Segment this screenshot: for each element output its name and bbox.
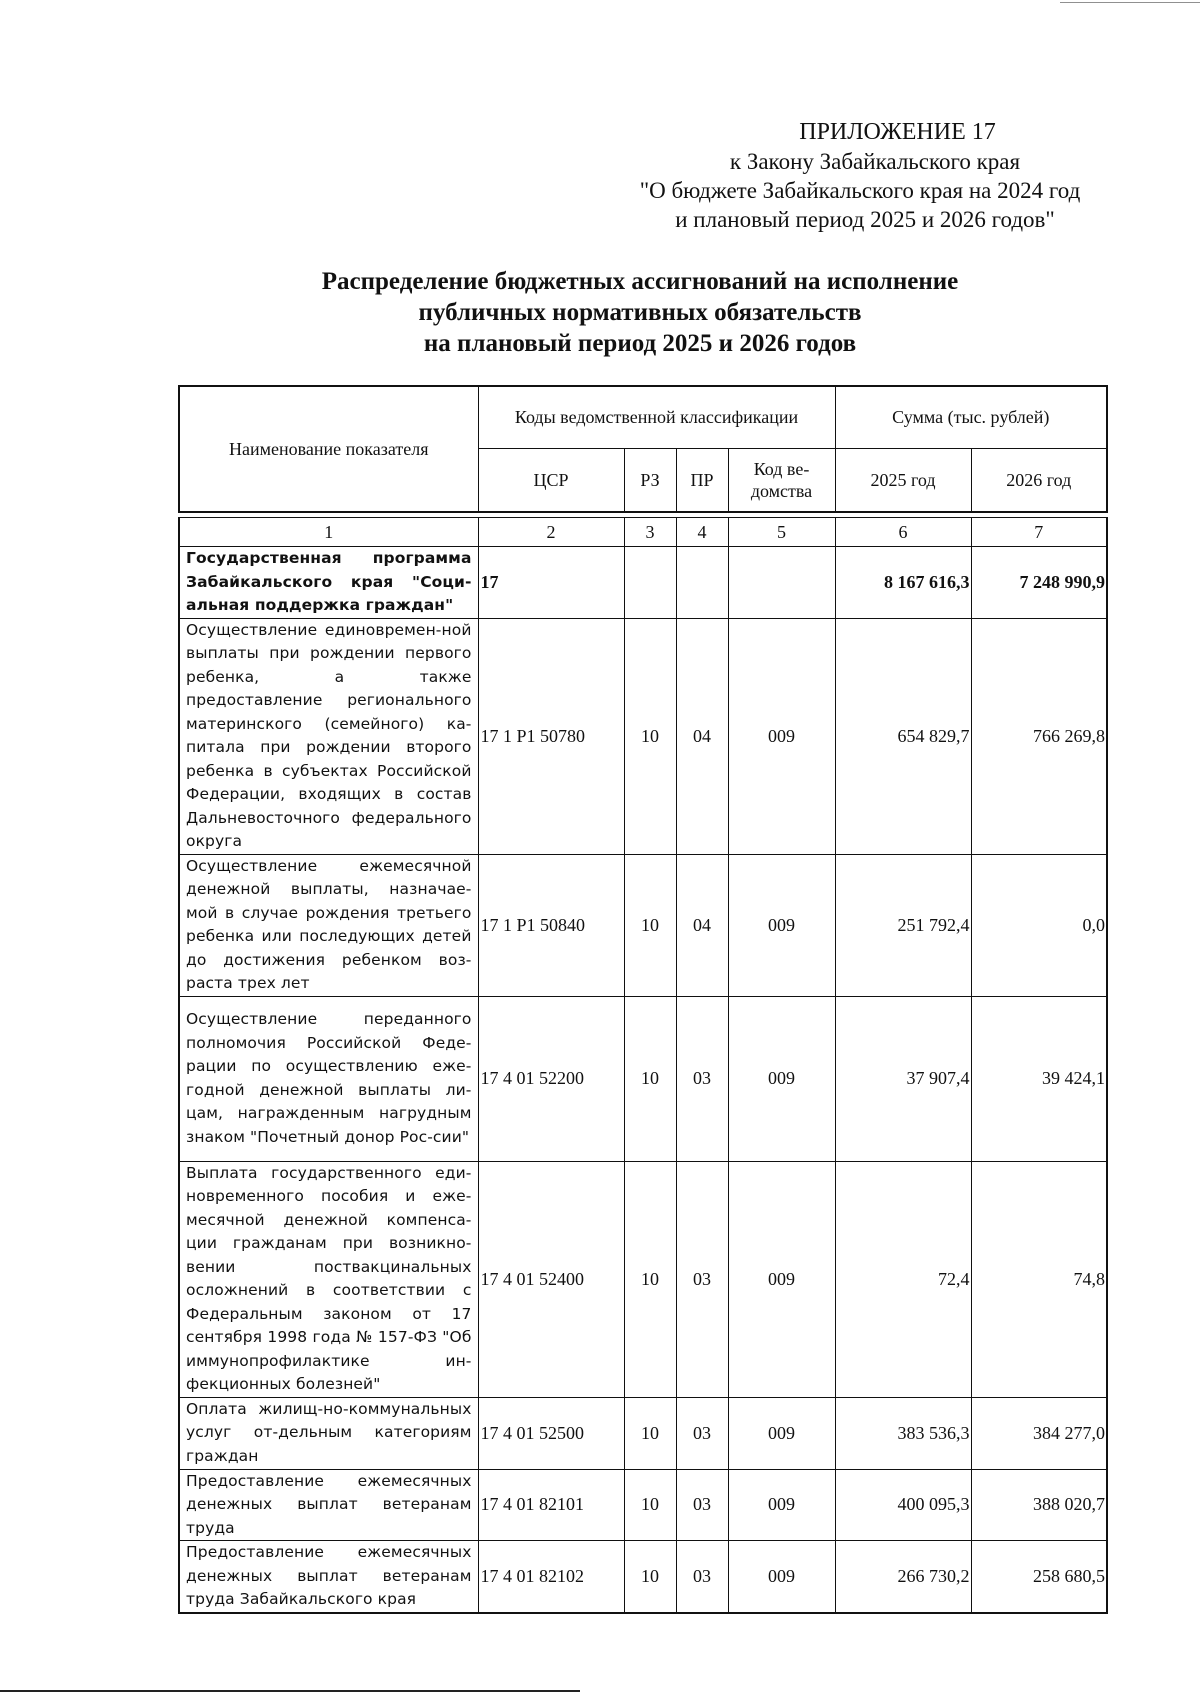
appendix-line-2: к Закону Забайкальского края [729, 149, 1021, 174]
row-dept: 009 [728, 854, 835, 996]
table-row [179, 854, 1107, 996]
row-name: Выплата государственного еди-новременного пособия и еже-месячной денежной компенса-ции гражданам при возникно-вении поствакцинальных осложнений в соответствии с Федеральным законом от 17 сентября 1998 года № 157-ФЗ "Об иммунопрофилактике ин-фекционных болезней" [179, 1161, 478, 1397]
document-title-line-3: на плановый период 2025 и 2026 годов [423, 330, 857, 357]
col-number-2: 2 [478, 518, 624, 547]
row-2026: 39 424,1 [971, 996, 1107, 1161]
table-body [178, 517, 1108, 1614]
document-title [200, 266, 1080, 359]
col-number-5: 5 [728, 518, 835, 547]
header-rz: РЗ [624, 448, 676, 512]
col-number-4: 4 [676, 518, 728, 547]
row-name: Осуществление переданного полномочия Российской Феде-рации по осуществлению еже-годной денежной выплаты ли-цам, награжденным нагрудным знаком "Почетный донор Рос-сии" [179, 996, 478, 1161]
table-row [179, 1397, 1107, 1469]
appendix-line-4: и плановый период 2025 и 2026 годов" [675, 207, 1055, 232]
header-dept-label: Код ве-домства [750, 458, 813, 501]
row-2026: 74,8 [971, 1161, 1107, 1397]
col-number-7: 7 [971, 518, 1107, 547]
row-2025: 72,4 [835, 1161, 971, 1397]
row-pr: 03 [676, 1469, 728, 1541]
row-rz: 10 [624, 854, 676, 996]
column-numbers-row [179, 518, 1107, 547]
row-csr: 17 [478, 547, 624, 619]
row-dept: 009 [728, 618, 835, 854]
scan-line-bottom [0, 1690, 580, 1692]
table-row [179, 996, 1107, 1161]
row-pr: 03 [676, 1161, 728, 1397]
col-number-3: 3 [624, 518, 676, 547]
header-pr: ПР [676, 448, 728, 512]
header-codes-group: Коды ведомственной классификации [478, 386, 835, 448]
appendix-line-3: "О бюджете Забайкальского края на 2024 год [639, 178, 1081, 203]
col-number-1: 1 [179, 518, 478, 547]
row-csr: 17 4 01 82102 [478, 1541, 624, 1613]
row-pr: 04 [676, 618, 728, 854]
appendix-title: ПРИЛОЖЕНИЕ 17 [799, 119, 996, 145]
table-row [179, 547, 1107, 619]
document-title-line-1: Распределение бюджетных ассигнований на исполнение [321, 268, 959, 295]
appendix-header [600, 118, 1120, 234]
row-csr: 17 1 P1 50780 [478, 618, 624, 854]
row-2025: 383 536,3 [835, 1397, 971, 1469]
row-rz: 10 [624, 1161, 676, 1397]
row-dept: 009 [728, 1541, 835, 1613]
table-header [178, 385, 1108, 513]
row-name: Осуществление единовремен-ной выплаты при рождении первого ребенка, а также предоставление регионального материнского (семейного) ка-питала при рождении второго ребенка в субъектах Российской Федерации, входящих в состав Дальневосточного федерального округа [179, 618, 478, 854]
row-name: Осуществление ежемесячной денежной выплаты, назначае-мой в случае рождения третьего ребенка или последующих детей до достижения ребенком воз-раста трех лет [179, 854, 478, 996]
row-2025: 251 792,4 [835, 854, 971, 996]
row-name: Государственная программа Забайкальского края "Соци-альная поддержка граждан" [179, 547, 478, 619]
row-rz: 10 [624, 1397, 676, 1469]
scan-line-top [1060, 2, 1200, 3]
header-csr: ЦСР [478, 448, 624, 512]
table-row [179, 1469, 1107, 1541]
row-2026: 766 269,8 [971, 618, 1107, 854]
row-csr: 17 4 01 52200 [478, 996, 624, 1161]
col-number-6: 6 [835, 518, 971, 547]
row-pr: 04 [676, 854, 728, 996]
document-title-line-2: публичных нормативных обязательств [418, 299, 862, 326]
row-dept: 009 [728, 996, 835, 1161]
row-dept: 009 [728, 1397, 835, 1469]
row-pr: 03 [676, 996, 728, 1161]
table-row [179, 618, 1107, 854]
row-2025: 37 907,4 [835, 996, 971, 1161]
row-2025: 8 167 616,3 [835, 547, 971, 619]
row-rz: 10 [624, 996, 676, 1161]
row-name: Предоставление ежемесячных денежных выплат ветеранам труда [179, 1469, 478, 1541]
header-2025: 2025 год [835, 448, 971, 512]
row-dept: 009 [728, 1469, 835, 1541]
row-csr: 17 1 P1 50840 [478, 854, 624, 996]
table-row [179, 1541, 1107, 1613]
row-2026: 384 277,0 [971, 1397, 1107, 1469]
header-sum-group: Сумма (тыс. рублей) [835, 386, 1107, 448]
row-pr: 03 [676, 1541, 728, 1613]
row-name: Оплата жилищ-но-коммунальных услуг от-дельным категориям граждан [179, 1397, 478, 1469]
row-2025: 266 730,2 [835, 1541, 971, 1613]
row-csr: 17 4 01 52400 [478, 1161, 624, 1397]
row-2026: 258 680,5 [971, 1541, 1107, 1613]
row-rz: 10 [624, 1469, 676, 1541]
row-pr: 03 [676, 1397, 728, 1469]
header-2026: 2026 год [971, 448, 1107, 512]
row-dept: 009 [728, 1161, 835, 1397]
row-csr: 17 4 01 52500 [478, 1397, 624, 1469]
row-dept [728, 547, 835, 619]
row-csr: 17 4 01 82101 [478, 1469, 624, 1541]
row-name: Предоставление ежемесячных денежных выплат ветеранам труда Забайкальского края [179, 1541, 478, 1613]
row-2026: 0,0 [971, 854, 1107, 996]
row-pr [676, 547, 728, 619]
row-2025: 654 829,7 [835, 618, 971, 854]
row-rz: 10 [624, 1541, 676, 1613]
row-rz [624, 547, 676, 619]
header-name: Наименование показателя [179, 386, 478, 512]
row-rz: 10 [624, 618, 676, 854]
row-2025: 400 095,3 [835, 1469, 971, 1541]
row-2026: 7 248 990,9 [971, 547, 1107, 619]
header-dept [728, 448, 835, 512]
table-row [179, 1161, 1107, 1397]
row-2026: 388 020,7 [971, 1469, 1107, 1541]
